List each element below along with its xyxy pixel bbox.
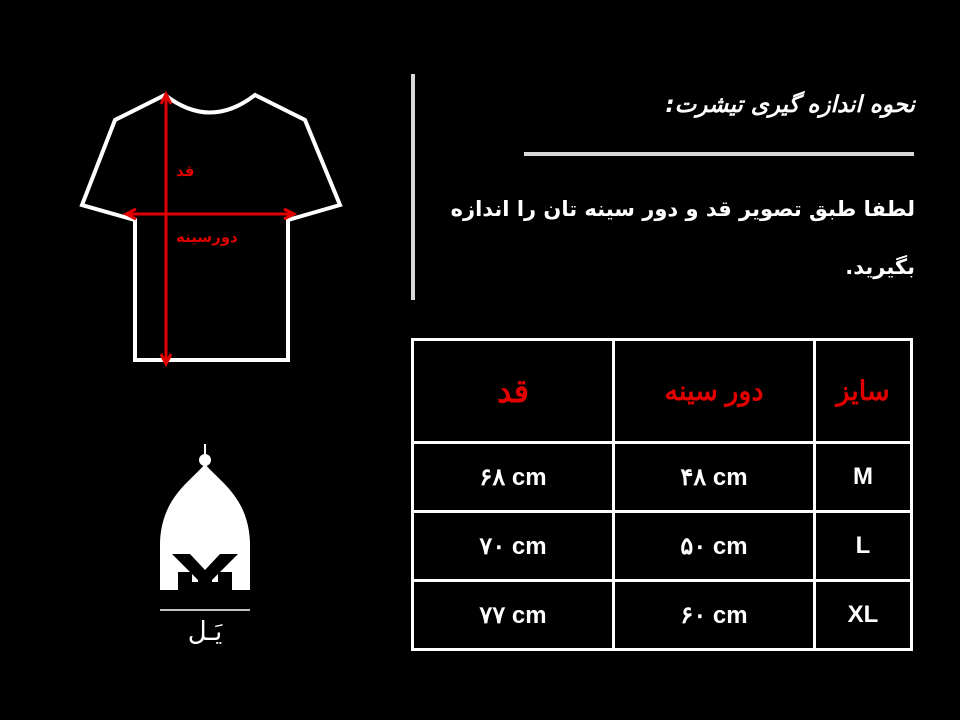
cell-size: M	[815, 443, 912, 512]
header-size: سایز	[815, 340, 912, 443]
table-row	[413, 443, 912, 512]
instruction-text: لطفا طبق تصویر قد و دور سینه تان را اندازه بگیرید.	[450, 197, 915, 279]
cell-length: ۷۰ cm	[413, 512, 614, 581]
cell-size: XL	[815, 581, 912, 650]
table-row	[413, 581, 912, 650]
header-length: قد	[413, 340, 614, 443]
table-header-row	[413, 340, 912, 443]
cell-chest: ۶۰ cm	[614, 581, 815, 650]
cell-length: ۷۷ cm	[413, 581, 614, 650]
cell-chest: ۴۸ cm	[614, 443, 815, 512]
cell-length: ۶۸ cm	[413, 443, 614, 512]
chest-label: دورسینه	[176, 228, 238, 246]
page-title: نحوه اندازه گیری تیشرت:	[665, 92, 915, 118]
logo-text: یَـل	[187, 617, 223, 647]
cell-chest: ۵۰ cm	[614, 512, 815, 581]
header-chest: دور سینه	[614, 340, 815, 443]
table-row	[413, 512, 912, 581]
size-table	[411, 338, 913, 651]
title-underline	[524, 152, 914, 156]
helmet-logo	[150, 442, 260, 652]
length-label: قد	[176, 162, 195, 180]
cell-size: L	[815, 512, 912, 581]
